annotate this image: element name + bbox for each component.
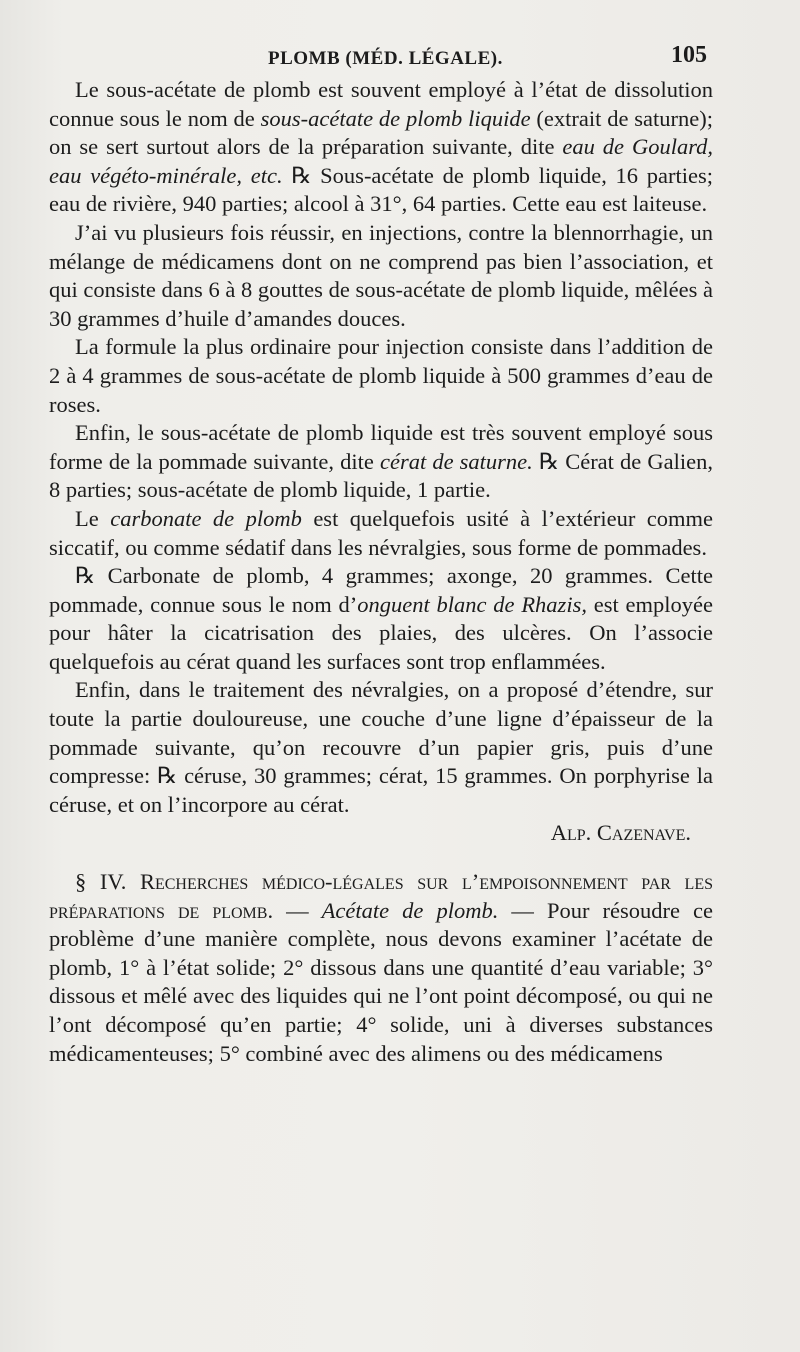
paragraph-sous-acetate-liquide: Le sous-acétate de plomb est souvent employé à l’état de dissolution connue sous le nom de sous-acétate de plomb liquide (extrait de saturne); on se sert surtout alors de la préparation suivante, dite eau de Goulard, eau végéto-minérale, etc. ℞ Sous-acétate de plomb liquide, 16 parties; eau de rivière, 940 parties; alcool à 31°, 64 parties. Cette eau est laiteuse. <box>49 77 713 217</box>
paragraph-onguent-rhazis: ℞ Carbonate de plomb, 4 grammes; axonge, 20 grammes. Cette pommade, connue sous le nom d’onguent blanc de Rhazis, est employée pour hâter la cicatrisation des plaies, des ulcères. On l’associe quelquefois au cérat quand les surfaces sont trop enflammées. <box>49 563 713 674</box>
section-iv <box>49 868 713 1068</box>
paragraph-carbonate: Le carbonate de plomb est quelquefois usité à l’extérieur comme siccatif, ou comme sédatif dans les névralgies, sous forme de pommades. <box>49 505 714 560</box>
section-heading: § IV. Recherches médico-légales sur l’empoisonnement par les préparations de plomb. — <box>49 869 713 923</box>
author-signature: Alp. Cazenave. <box>550 820 691 846</box>
paragraph-formule-injection: La formule la plus ordinaire pour injection consiste dans l’addition de 2 à 4 grammes de sous-acétate de plomb liquide à 500 grammes d’eau de roses. <box>49 334 713 417</box>
paragraph-nevralgies-text: Enfin, dans le traitement des névralgies, on a proposé d’étendre, sur toute la partie douloureuse, une couche d’une ligne d’épaisseur de la pommade suivante, qu’on recouvre d’un papier gris, puis d’une compresse: ℞ céruse, 30 grammes; cérat, 15 grammes. On porphyrise la céruse, et on l’incorpore au cérat. <box>49 677 713 817</box>
page-header <box>0 42 800 76</box>
paragraph-nevralgies <box>49 676 713 848</box>
running-title: PLOMB (MÉD. LÉGALE). <box>268 48 503 69</box>
section-gap <box>49 848 713 868</box>
paragraph-injections: J’ai vu plusieurs fois réussir, en injections, contre la blennorrhagie, un mélange de médicamens dont on ne comprend pas bien l’association, et qui consiste dans 6 à 8 gouttes de sous-acétate de plomb liquide, mêlées à 30 grammes d’huile d’amandes douces. <box>49 219 713 331</box>
page-body <box>49 76 713 1068</box>
page-number: 105 <box>671 42 707 68</box>
paragraph-cerat-de-saturne: Enfin, le sous-acétate de plomb liquide est très souvent employé sous forme de la pommade suivante, dite cérat de saturne. ℞ Cérat de Galien, 8 parties; sous-acétate de plomb liquide, 1 partie. <box>49 420 713 503</box>
section-text: — Pour résoudre ce problème d’une manière complète, nous devons examiner l’acétate de plomb, 1° à l’état solide; 2° dissous dans une quantité d’eau variable; 3° dissous et mêlé avec des liquides qui ne l’ont point décomposé, ou qui ne l’ont décomposé qu’en partie; 4° solide, uni à diverses substances médicamenteuses; 5° combiné avec des alimens ou des médicamens <box>49 897 713 1066</box>
section-subheading: Acétate de plomb. <box>321 897 499 923</box>
signature-line <box>49 819 713 848</box>
